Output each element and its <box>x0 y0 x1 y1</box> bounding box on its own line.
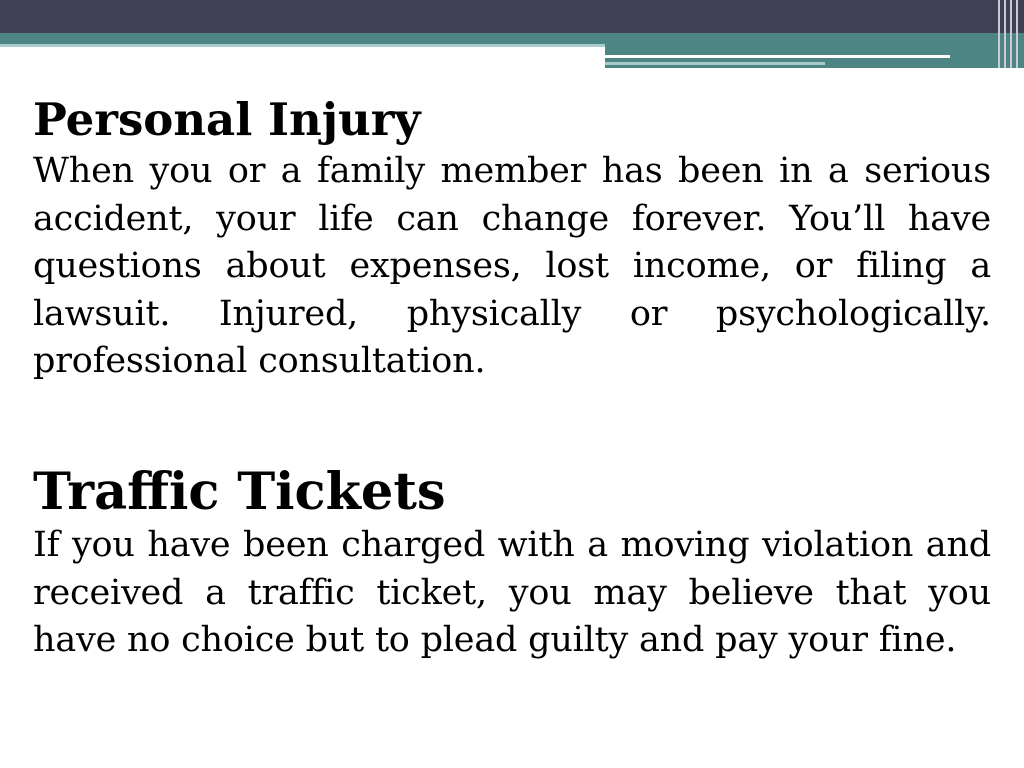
section-body: When you or a family member has been in a serious accident, your life can change forever. You’ll have questions about expenses, lost income, or filing a lawsuit. Injured, physically or psychologically. professional consultation. <box>33 151 991 381</box>
section-heading: Traffic Tickets <box>33 462 446 522</box>
header-dark-band <box>0 0 1024 33</box>
header-edge-lines <box>994 0 1024 68</box>
section-personal-injury <box>33 92 991 386</box>
section-body: If you have been charged with a moving violation and received a traffic ticket, you may believe that you have no choice but to plead guilty and pay your fine. <box>33 525 991 660</box>
header-light-strip <box>0 44 605 47</box>
header-white-strip <box>605 55 950 58</box>
section-heading: Personal Injury <box>33 93 421 146</box>
header-light-strip-short <box>605 62 825 65</box>
section-traffic-tickets <box>33 462 991 665</box>
